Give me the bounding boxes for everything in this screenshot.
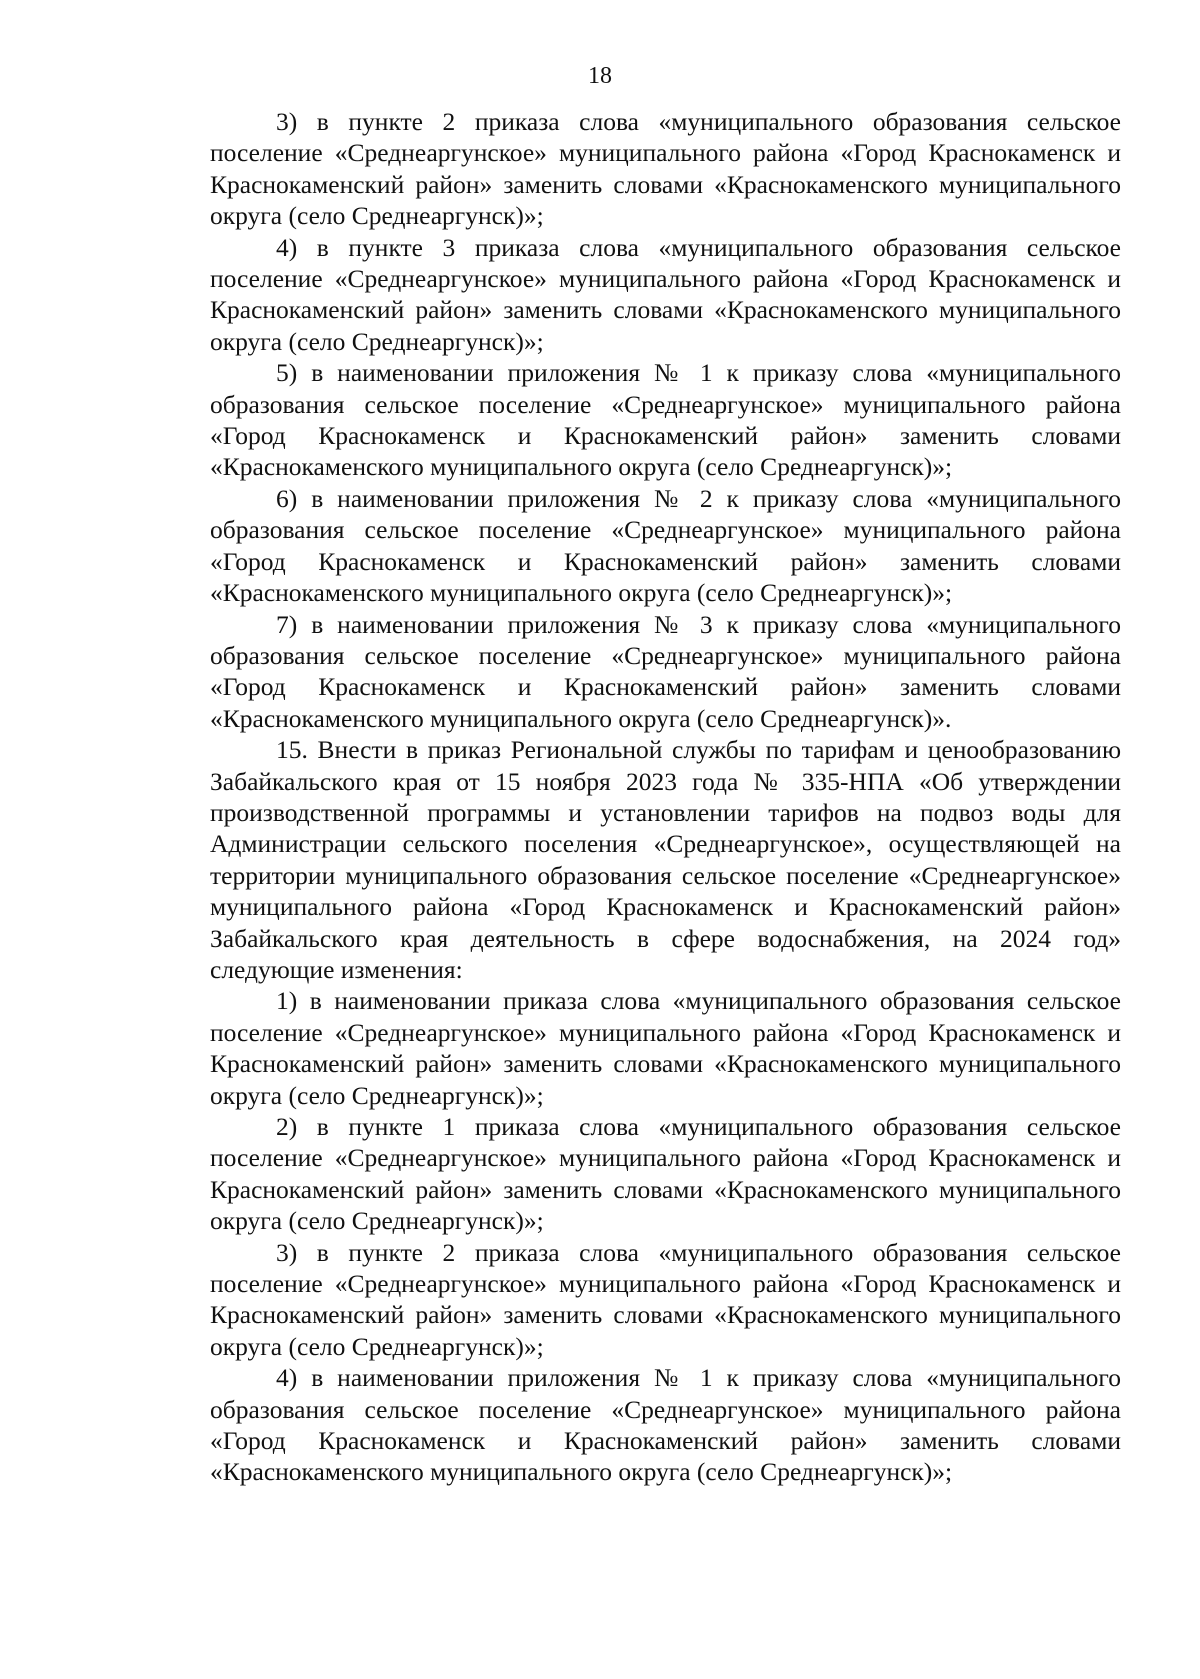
- paragraph-sub-1: 1) в наименовании приказа слова «муниципального образования сельское поселение «Среднеаргунское» муниципального района «Город Краснокаменск и Краснокаменский район» заменить словами «Краснокаменского муниципального округа (село Среднеаргунск)»;: [210, 986, 1121, 1110]
- paragraph-item-7: 7) в наименовании приложения № 3 к приказу слова «муниципального образования сельское поселение «Среднеаргунское» муниципального района «Город Краснокаменск и Краснокаменский район» заменить словами «Краснокаменского муниципального округа (село Среднеаргунск)».: [210, 609, 1121, 733]
- paragraph-item-6: 6) в наименовании приложения № 2 к приказу слова «муниципального образования сельское поселение «Среднеаргунское» муниципального района «Город Краснокаменск и Краснокаменский район» заменить словами «Краснокаменского муниципального округа (село Среднеаргунск)»;: [210, 483, 1121, 608]
- paragraph-sub-3: 3) в пункте 2 приказа слова «муниципального образования сельское поселение «Среднеаргунское» муниципального района «Город Краснокаменск и Краснокаменский район» заменить словами «Краснокаменского муниципального округа (село Среднеаргунск)»;: [210, 1237, 1121, 1361]
- paragraph-sub-2: 2) в пункте 1 приказа слова «муниципального образования сельское поселение «Среднеаргунское» муниципального района «Город Краснокаменск и Краснокаменский район» заменить словами «Краснокаменского муниципального округа (село Среднеаргунск)»;: [210, 1112, 1121, 1236]
- paragraph-item-5: 5) в наименовании приложения № 1 к приказу слова «муниципального образования сельское поселение «Среднеаргунское» муниципального района «Город Краснокаменск и Краснокаменский район» заменить словами «Краснокаменского муниципального округа (село Среднеаргунск)»;: [210, 358, 1121, 482]
- paragraph-item-3: 3) в пункте 2 приказа слова «муниципального образования сельское поселение «Среднеаргунское» муниципального района «Город Краснокаменск и Краснокаменский район» заменить словами «Краснокаменского муниципального округа (село Среднеаргунск)»;: [210, 107, 1121, 231]
- document-body: [210, 106, 1121, 1488]
- page-number: 18: [588, 63, 612, 89]
- paragraph-sub-4: 4) в наименовании приложения № 1 к приказу слова «муниципального образования сельское поселение «Среднеаргунское» муниципального района «Город Краснокаменск и Краснокаменский район» заменить словами «Краснокаменского муниципального округа (село Среднеаргунск)»;: [210, 1363, 1121, 1487]
- paragraph-item-4: 4) в пункте 3 приказа слова «муниципального образования сельское поселение «Среднеаргунское» муниципального района «Город Краснокаменск и Краснокаменский район» заменить словами «Краснокаменского муниципального округа (село Среднеаргунск)»;: [210, 232, 1121, 356]
- paragraph-section-15: 15. Внести в приказ Региональной службы по тарифам и ценообразованию Забайкальского края от 15 ноября 2023 года № 335-НПА «Об утверждении производственной программы и установлении тарифов на подвоз воды для Администрации сельского поселения «Среднеаргунское», осуществляющей на территории муниципального образования сельское поселение «Среднеаргунское» муниципального района «Город Краснокаменск и Краснокаменский район» Забайкальского края деятельность в сфере водоснабжения, на 2024 год» следующие изменения:: [210, 735, 1121, 984]
